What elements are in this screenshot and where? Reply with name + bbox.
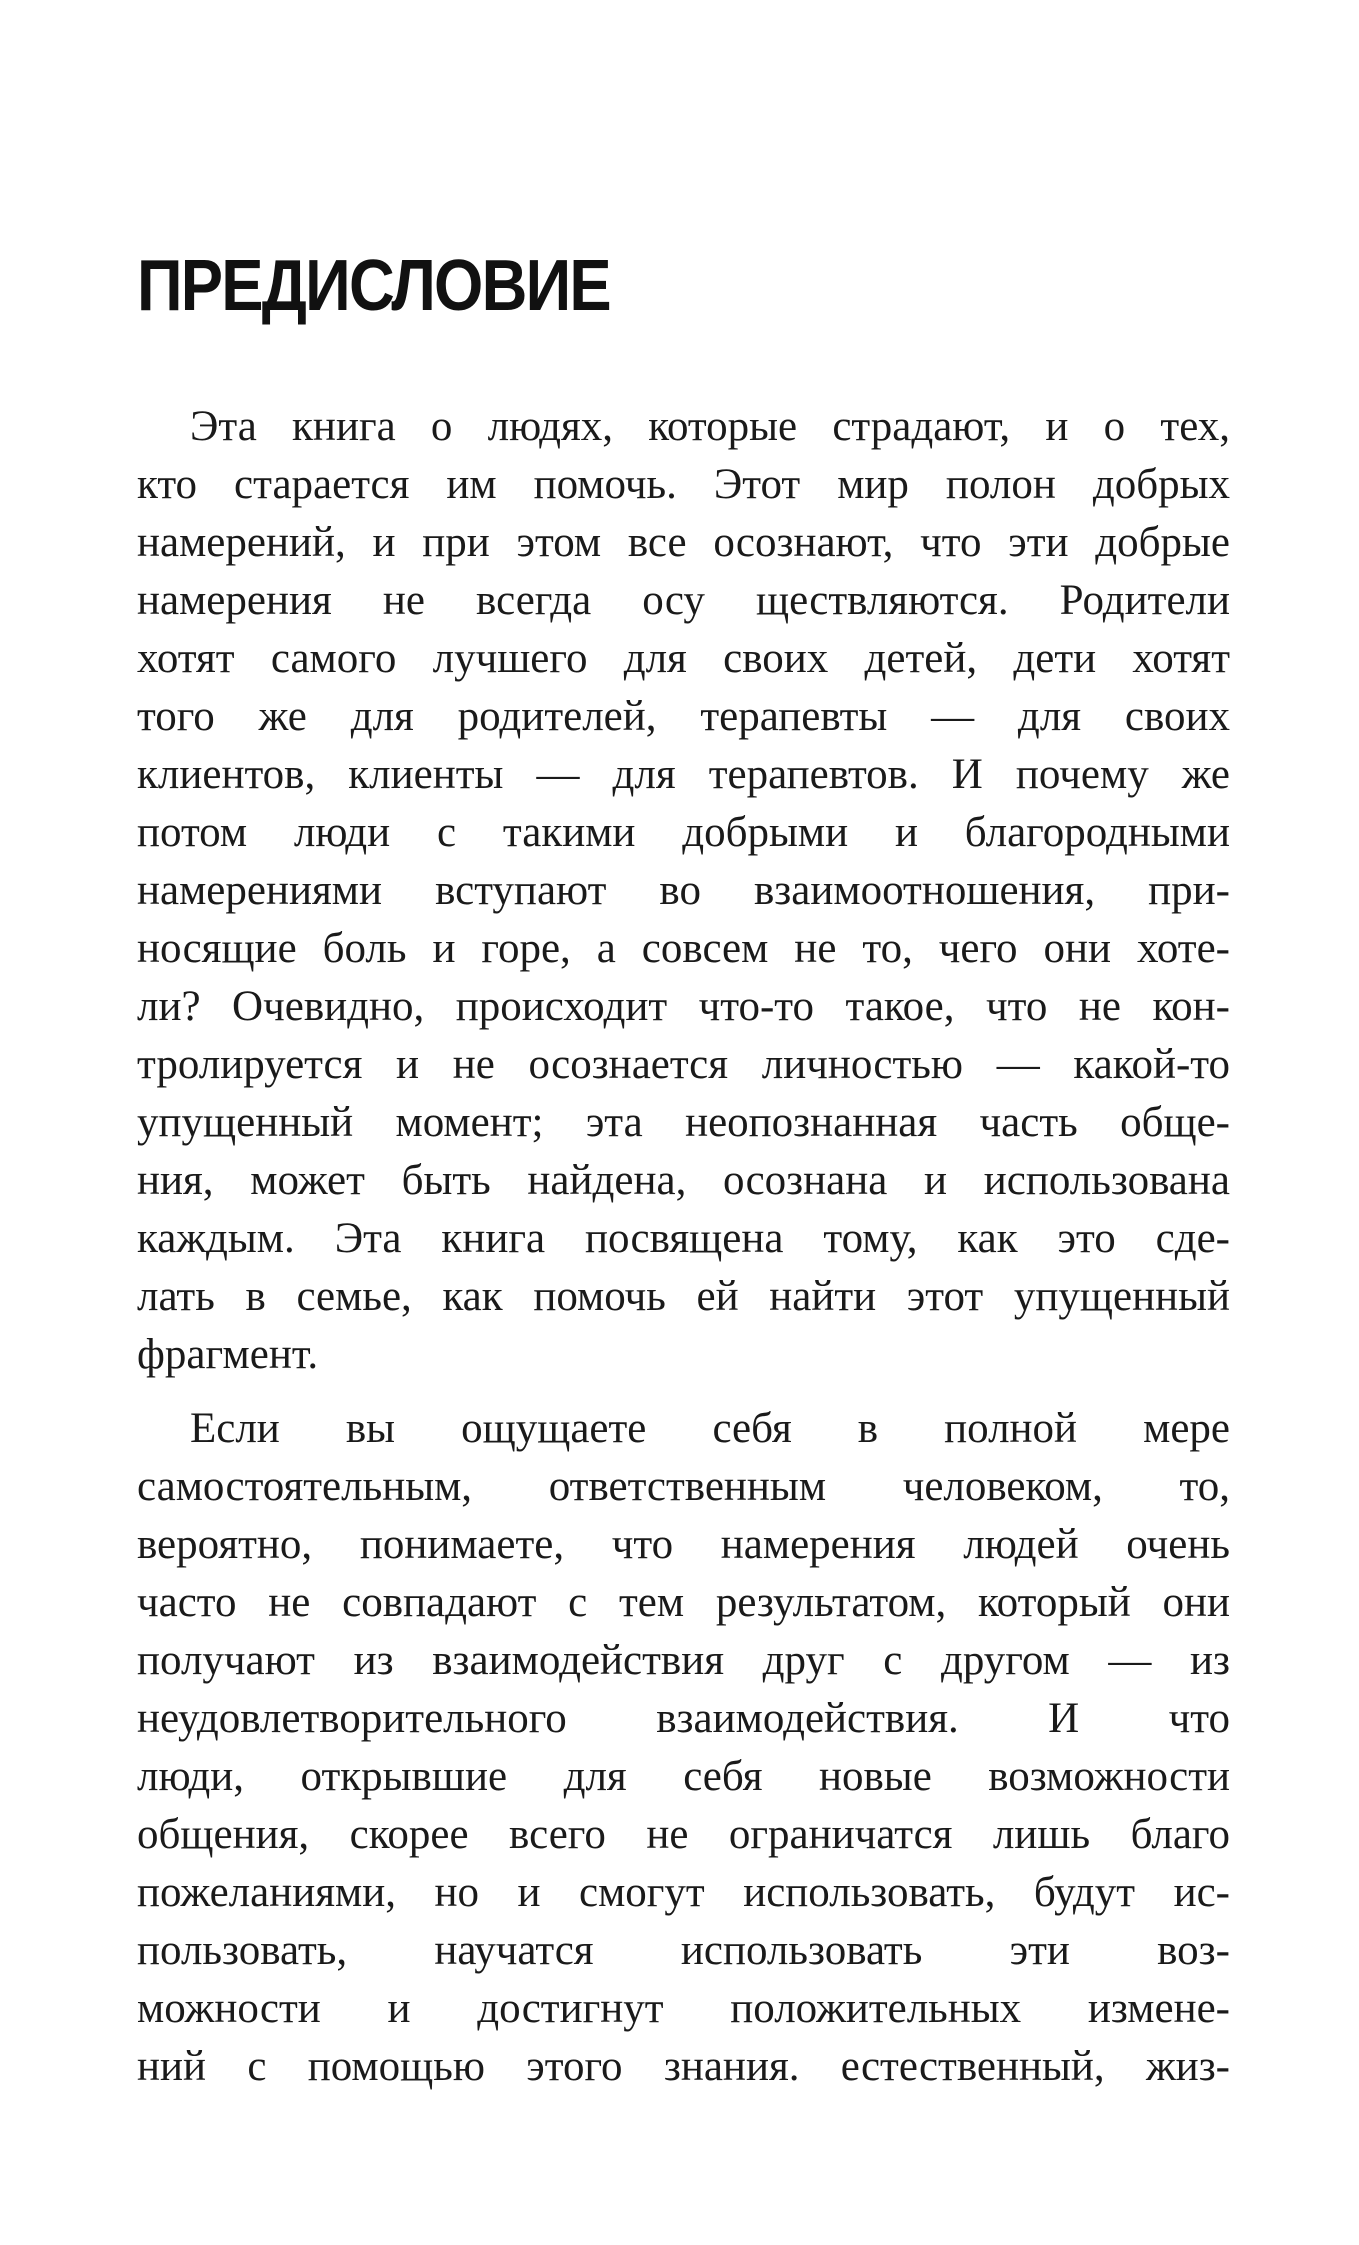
- text-line: ли? Очевидно, происходит что-то такое, что не кон-: [137, 983, 1230, 1030]
- text-line: потом люди с такими добрыми и благородными: [137, 809, 1230, 856]
- text-line: клиентов, клиенты — для терапевтов. И почему же: [137, 751, 1230, 798]
- text-line: пользовать, научатся использовать эти воз-: [137, 1927, 1230, 1974]
- text-line: каждым. Эта книга посвящена тому, как это сде-: [137, 1215, 1230, 1262]
- paragraph-2: [137, 1400, 1230, 2096]
- body-text: [137, 398, 1230, 2096]
- text-line: Если вы ощущаете себя в полной мере: [190, 1405, 1230, 1452]
- text-line: кто старается им помочь. Этот мир полон добрых: [137, 461, 1230, 508]
- text-line: можности и достигнут положительных измене-: [137, 1985, 1230, 2032]
- text-line: самостоятельным, ответственным человеком, то,: [137, 1463, 1230, 1510]
- text-line: вероятно, понимаете, что намерения людей очень: [137, 1521, 1230, 1568]
- text-line: люди, открывшие для себя новые возможности: [137, 1753, 1230, 1800]
- text-line: тролируется и не осознается личностью — какой-то: [137, 1041, 1230, 1088]
- text-line: Эта книга о людях, которые страдают, и о тех,: [190, 403, 1230, 450]
- text-line: того же для родителей, терапевты — для своих: [137, 693, 1230, 740]
- text-line: намерениями вступают во взаимоотношения, при-: [137, 867, 1230, 914]
- text-line: упущенный момент; эта неопознанная часть обще-: [137, 1099, 1230, 1146]
- paragraph-gap: [137, 1384, 1230, 1400]
- text-line: неудовлетворительного взаимодействия. И что: [137, 1695, 1230, 1742]
- text-line: намерения не всегда осу ществляются. Родители: [137, 577, 1230, 624]
- paragraph-1: [137, 398, 1230, 1384]
- text-line: получают из взаимодействия друг с другом — из: [137, 1637, 1230, 1684]
- text-line: фрагмент.: [137, 1331, 319, 1378]
- text-line: ния, может быть найдена, осознана и использована: [137, 1157, 1230, 1204]
- text-line: носящие боль и горе, а совсем не то, чего они хоте-: [137, 925, 1230, 972]
- text-line: часто не совпадают с тем результатом, который они: [137, 1579, 1230, 1626]
- text-line: пожеланиями, но и смогут использовать, будут ис-: [137, 1869, 1230, 1916]
- text-line: ний с помощью этого знания. естественный, жиз-: [137, 2043, 1230, 2090]
- text-line: хотят самого лучшего для своих детей, дети хотят: [137, 635, 1230, 682]
- text-line: лать в семье, как помочь ей найти этот упущенный: [137, 1273, 1230, 1320]
- chapter-heading: ПРЕДИСЛОВИЕ: [137, 246, 610, 326]
- text-line: намерений, и при этом все осознают, что эти добрые: [137, 519, 1230, 566]
- text-line: общения, скорее всего не ограничатся лишь благо: [137, 1811, 1230, 1858]
